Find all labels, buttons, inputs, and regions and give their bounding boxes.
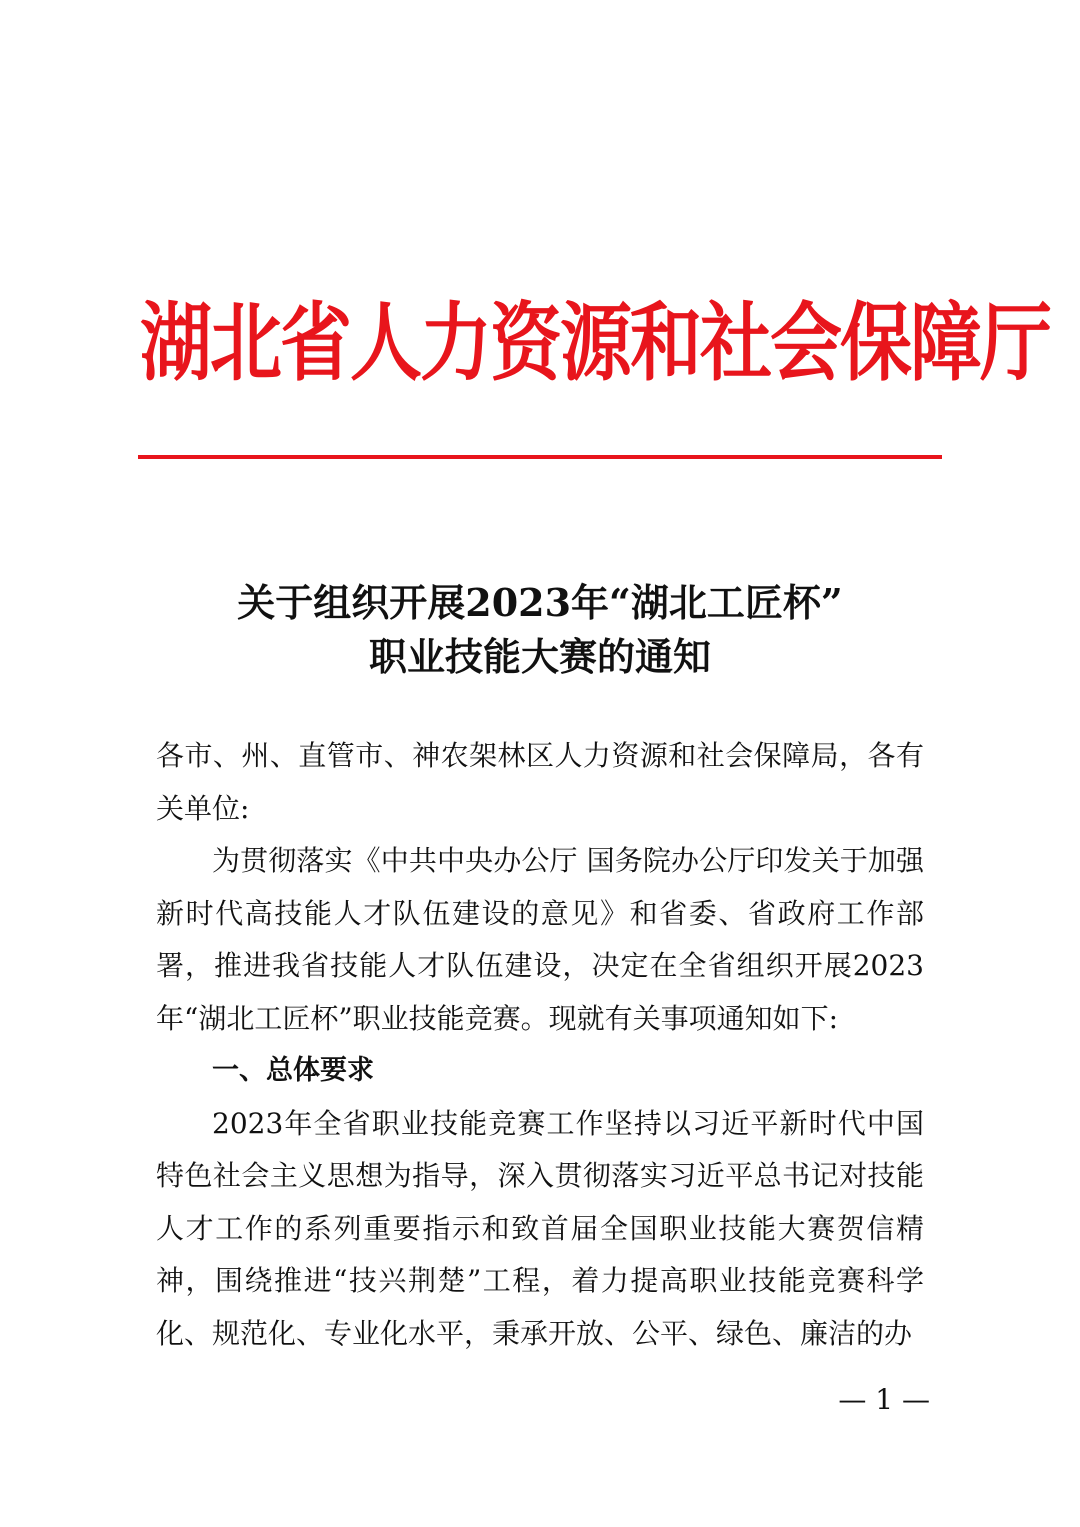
document-body (156, 730, 924, 1360)
section-1-paragraph: 2023年全省职业技能竞赛工作坚持以习近平新时代中国特色社会主义思想为指导，深入贯彻落实习近平总书记对技能人才工作的系列重要指示和致首届全国职业技能大赛贺信精神，围绕推进“技兴荆楚”工程，着力提高职业技能竞赛科学化、规范化、专业化水平，秉承开放、公平、绿色、廉洁的办 (156, 1106, 924, 1350)
red-divider-line (138, 455, 942, 459)
document-title (140, 576, 940, 684)
intro-paragraph: 为贯彻落实《中共中央办公厅 国务院办公厅印发关于加强新时代高技能人才队伍建设的意见》和省委、省政府工作部署，推进我省技能人才队伍建设，决定在全省组织开展2023年“湖北工匠杯”职业技能竞赛。现就有关事项通知如下: (156, 844, 924, 1035)
document-title-line-2: 职业技能大赛的通知 (368, 634, 711, 679)
salutation: 各市、州、直管市、神农架林区人力资源和社会保障局，各有关单位: (156, 739, 924, 825)
section-heading-1: 一、总体要求 (212, 1055, 374, 1086)
document-title-line-1: 关于组织开展2023年“湖北工匠杯” (237, 580, 843, 625)
issuer-masthead: 湖北省人力资源和社会保障厅 (140, 293, 1051, 393)
page-number: — 1 — (838, 1383, 930, 1416)
